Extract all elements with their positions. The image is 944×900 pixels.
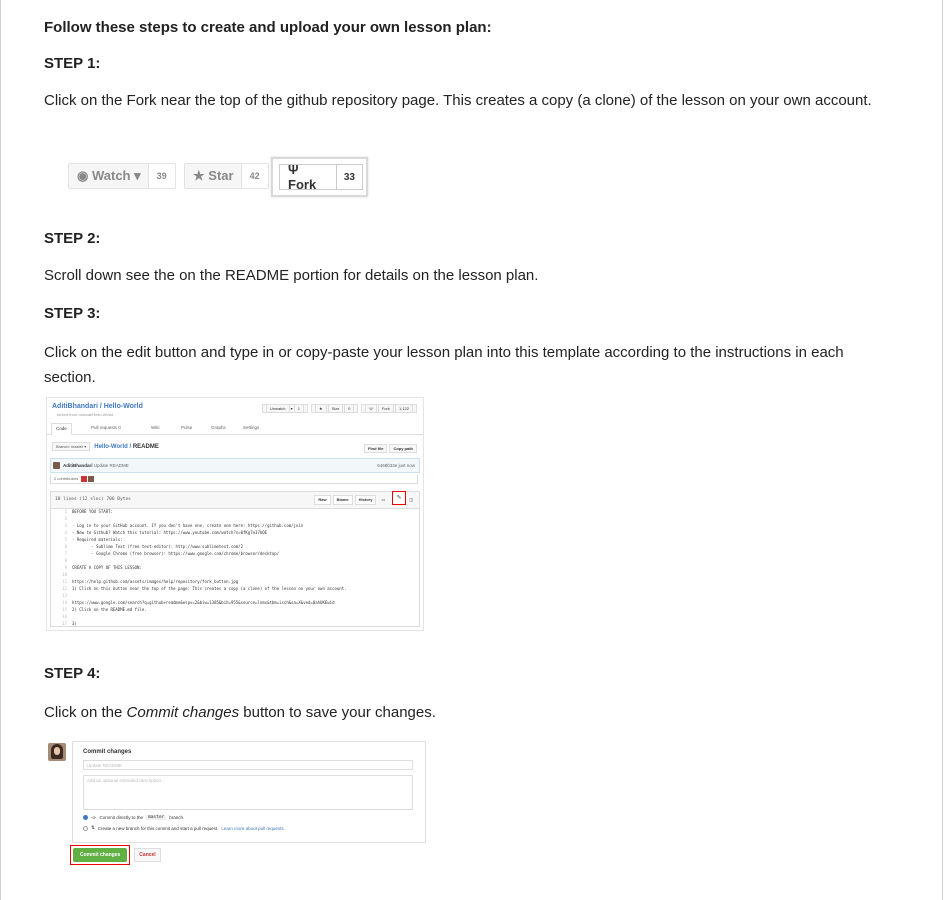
repo-title: AditiBhandari / Hello-World [52,403,143,410]
star-button [184,163,269,189]
repo-tabs [47,422,423,435]
branch-select: Branch: master ▾ [52,442,90,451]
unwatch-button: Unwatch ▾ 1 [262,404,308,413]
unwatch-count: 1 [294,404,304,413]
line-number: 17 [62,621,67,626]
line-number: 5 [64,537,67,542]
desktop-icon: ▭ [381,497,386,502]
step4-text [44,700,894,725]
contributor-avatar [81,476,87,482]
branch-label: Branch: master [56,444,84,449]
commit-summary-input: Update README [83,760,413,770]
star-icon: ★ [315,404,327,413]
code-line [51,585,419,592]
commit-buttons [70,845,161,865]
line-number: 16 [62,614,67,619]
code-line [51,522,419,529]
commit-author: AditiBhandari [63,463,93,468]
watch-button: ◉ Watch ▾ 39 [68,163,176,189]
fork-count-small: 1,122 [395,404,413,413]
option1-suffix: branch. [169,815,185,820]
left-border [0,0,1,900]
code-text: https://www.google.com/search?q=github+readme&espv=2&biw=1385&bih=955&source=lnms&tbm=isch&sa=X&ved=0ahUKEwid [72,600,335,605]
path-repo: Hello-World [94,444,128,450]
line-number: 2 [64,516,67,521]
line-number: 8 [64,558,67,563]
user-avatar [48,743,66,761]
eye-icon: ◉ [77,168,89,183]
star-label: Star [208,168,234,183]
code-line [51,550,419,557]
contributors-bar [50,474,418,484]
commit-form-title: Commit changes [83,749,132,755]
github-readme-screenshot [46,397,424,631]
step2-text: Scroll down see the on the README portion for details on the lesson plan. [44,267,539,284]
commit-form [72,741,426,843]
cancel-button: Cancel [134,848,160,862]
fork-count: 33 [336,165,362,189]
pull-request-icon: ⇅ [91,825,95,830]
step4-text-before: Click on the [44,704,127,721]
tab-code: Code [51,423,72,435]
file-nav-buttons [364,444,417,453]
line-number: 13 [62,593,67,598]
tab-pulse: Pulse [181,425,193,430]
commit-changes-screenshot [48,741,428,869]
radio-selected-icon [83,815,88,820]
path-file: README [132,444,159,450]
step4-text-after: button to save your changes. [239,704,436,721]
right-border [942,0,943,900]
repo-action-buttons [262,404,417,413]
repo-owner: AditiBhandari [52,403,98,410]
code-line [51,578,419,585]
tab-graphs: Graphs [211,425,226,430]
code-text: https://help.github.com/assets/images/help/repository/fork_button.jpg [72,579,239,584]
line-number: 14 [62,600,67,605]
line-number: 4 [64,530,67,535]
tab-settings: Settings [243,425,260,430]
code-line [51,620,419,627]
star-count-small: 0 [344,404,354,413]
star-icon: ★ [193,168,205,183]
fork-button-small [361,404,417,413]
history-button: History [355,495,377,505]
option2-text: Create a new branch for this commit and start a pull request. [97,825,219,831]
fork-label: Fork [288,177,317,192]
find-file-button: Find file [364,444,387,453]
commit-message: Update README [93,463,129,468]
fork-button-highlight [271,157,368,197]
file-header [50,491,420,509]
author-avatar [53,462,60,469]
commit-hash: 6468b33e just now [377,463,415,468]
code-text: - Required materials: [72,537,123,542]
step4-text-emphasis: Commit changes [126,704,240,721]
code-line [51,599,419,606]
commit-direct-option [83,815,184,820]
star-label-small: Star [328,404,343,413]
code-line [51,529,419,536]
file-stats: 18 lines (12 sloc) 706 Bytes [55,497,131,502]
github-repo-buttons-image [68,157,398,195]
breadcrumb: Branch: master ▾ Hello-World / README [52,444,159,450]
code-line [51,613,419,620]
commit-changes-button: Commit changes [73,848,127,862]
trash-icon: ◫ [409,497,413,502]
step4-title: STEP 4: [44,665,101,682]
code-text: - Google Chrome (free browser): https://www.google.com/chrome/browser/desktop/ [72,551,280,556]
line-number: 10 [62,572,67,577]
tab-pull-requests: Pull requests 0 [91,425,121,430]
line-number: 1 [64,509,67,514]
star-count: 42 [241,164,268,188]
fork-icon: Ψ [288,162,299,177]
radio-unselected-icon [83,826,88,831]
branch-tag: master [148,815,165,820]
code-line [51,571,419,578]
watch-count: 39 [148,164,175,188]
code-text: 3) [72,621,77,626]
fork-button [279,164,363,190]
code-text: - New to Github? Watch this tutorial: https://www.youtube.com/watch?v=0fKg7e37bQE [72,530,268,535]
edit-pencil-icon: ✎ [392,491,406,505]
code-line [51,543,419,550]
contributor-avatar [88,476,94,482]
line-number: 9 [64,565,67,570]
unwatch-label: Unwatch [266,404,290,413]
page-heading: Follow these steps to create and upload your own lesson plan: [44,19,492,36]
code-line [51,606,419,613]
line-number: 15 [62,607,67,612]
repo-name: Hello-World [103,403,143,410]
step1-text: Click on the Fork near the top of the github repository page. This creates a copy (a clone) of the lesson on your own account. [44,92,872,109]
blame-button: Blame [333,495,353,505]
code-text: 2) Click on the README.md file. [72,607,147,612]
line-number: 3 [64,523,67,528]
code-line [51,536,419,543]
fork-icon: Ψ [365,404,376,413]
fork-label-small: Fork [378,404,394,413]
option1-text: Commit directly to the [99,815,144,820]
forked-from: forked from octocat/Hello-World [57,412,114,417]
code-line [51,592,419,599]
code-line [51,515,419,522]
code-text: - Log in to your GitHub account. If you don't have one, create one here: https://github.com/join [72,523,304,528]
star-button-small [311,404,358,413]
step1-title: STEP 1: [44,55,101,72]
step2-title: STEP 2: [44,230,101,247]
code-line [51,564,419,571]
learn-more-link: Learn more about pull requests. [221,825,285,831]
copy-path-button: Copy path [389,444,417,453]
line-number: 11 [62,579,67,584]
step3-title: STEP 3: [44,305,101,322]
code-text: CREATE A COPY OF THIS LESSON: [72,565,142,570]
code-line [51,508,419,515]
code-text: BEFORE YOU START: [72,509,113,514]
latest-commit-bar [50,458,420,473]
contributors-label: 2 contributors [54,476,79,481]
line-number: 6 [64,544,67,549]
tab-wiki: Wiki [151,425,160,430]
readme-code [50,508,420,627]
line-number: 7 [64,551,67,556]
watch-label: Watch [91,168,131,183]
code-line [51,557,419,564]
raw-button: Raw [314,495,330,505]
commit-icon: -o- [91,815,97,820]
line-number: 12 [62,586,67,591]
step3-text: Click on the edit button and type in or copy-paste your lesson plan into this template according to the instructions in each section. [44,344,844,386]
new-branch-option [83,825,285,831]
code-text: 1) Click on this button near the top of the page: This creates a copy (a clone) of the lesson on your own account. [72,586,347,591]
commit-button-highlight [70,845,130,865]
commit-description-input: Add an optional extended description... [83,775,413,810]
code-text: - Sublime Text (free text-editor): http://www.sublimetext.com/2 [72,544,243,549]
